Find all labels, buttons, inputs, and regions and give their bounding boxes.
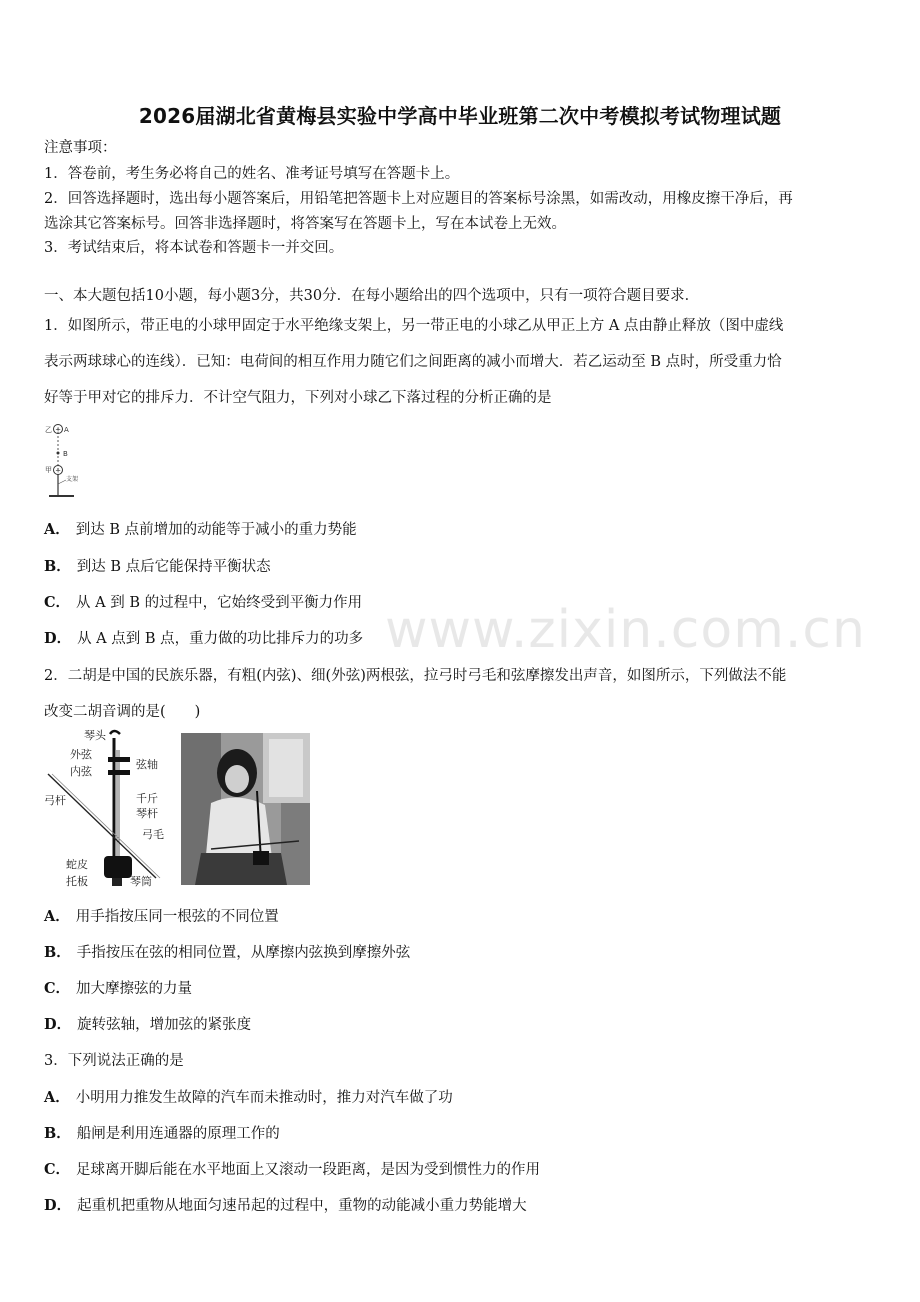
notice-item-2: 2．回答选择题时，选出每小题答案后，用铅笔把答题卡上对应题目的答案标号涂黑，如需改动，用橡皮擦干净后，再 <box>44 191 793 207</box>
erhu-label-tuoban: 托板 <box>66 875 88 888</box>
q2-option-a[interactable]: A． 用手指按压同一根弦的不同位置 <box>44 908 279 925</box>
q2-option-c[interactable]: C． 加大摩擦弦的力量 <box>44 980 193 997</box>
erhu-diagram <box>44 728 174 890</box>
q1-stem-line-2: 表示两球球心的连线）．已知：电荷间的相互作用力随它们之间距离的减小而增大．若乙运动至 B 点时，所受重力恰 <box>44 354 782 370</box>
q3-stem: 3．下列说法正确的是 <box>44 1053 184 1069</box>
erhu-label-qingan: 琴杆 <box>136 807 158 820</box>
notice-heading: 注意事项： <box>44 140 117 156</box>
erhu-label-qianjin: 千斤 <box>136 792 158 805</box>
q1-option-c[interactable]: C． 从 A 到 B 的过程中，它始终受到平衡力作用 <box>44 594 363 611</box>
q3-option-c[interactable]: C． 足球离开脚后能在水平地面上又滚动一段距离，是因为受到惯性力的作用 <box>44 1161 541 1178</box>
notice-item-2-cont: 选涂其它答案标号。回答非选择题时，将答案写在答题卡上，写在本试卷上无效。 <box>44 216 566 232</box>
q3-option-d[interactable]: D． 起重机把重物从地面匀速吊起的过程中，重物的动能减小重力势能增大 <box>44 1197 527 1214</box>
svg-text:+: + <box>55 466 61 475</box>
svg-text:+: + <box>55 425 61 434</box>
q1-label-jia: 甲 <box>45 466 52 474</box>
erhu-player-photo <box>181 733 310 885</box>
q1-label-b: B <box>63 450 68 458</box>
q1-label-yi: 乙 <box>45 426 52 434</box>
watermark: www.zixin.com.cn <box>385 600 866 660</box>
q1-label-support: 支架 <box>66 476 79 483</box>
erhu-label-qintong: 琴筒 <box>130 875 152 888</box>
section-heading: 一、本大题包括10小题，每小题3分，共30分．在每小题给出的四个选项中，只有一项符合题目要求． <box>44 288 700 304</box>
q1-stem-line-3: 好等于甲对它的排斥力．不计空气阻力，下列对小球乙下落过程的分析正确的是 <box>44 390 552 406</box>
q2-option-b[interactable]: B． 手指按压在弦的相同位置，从摩擦内弦换到摩擦外弦 <box>44 944 411 961</box>
q1-option-b[interactable]: B． 到达 B 点后它能保持平衡状态 <box>44 558 271 575</box>
q3-option-b[interactable]: B． 船闸是利用连通器的原理工作的 <box>44 1125 280 1142</box>
q1-label-a: A <box>64 426 69 434</box>
erhu-label-neixian: 内弦 <box>70 765 92 778</box>
q3-option-a[interactable]: A． 小明用力推发生故障的汽车而未推动时，推力对汽车做了功 <box>44 1089 453 1106</box>
q1-stem-line-1: 1．如图所示，带正电的小球甲固定于水平绝缘支架上，另一带正电的小球乙从甲正上方 A 点由静止释放（图中虚线 <box>44 318 784 334</box>
notice-item-1: 1．答卷前，考生务必将自己的姓名、准考证号填写在答题卡上。 <box>44 166 460 182</box>
q2-option-d[interactable]: D． 旋转弦轴，增加弦的紧张度 <box>44 1016 252 1033</box>
q2-stem-line-2: 改变二胡音调的是( ) <box>44 704 201 720</box>
erhu-label-shepi: 蛇皮 <box>66 858 88 871</box>
q1-option-d[interactable]: D． 从 A 点到 B 点，重力做的功比排斥力的功多 <box>44 630 364 647</box>
q1-option-a[interactable]: A． 到达 B 点前增加的动能等于减小的重力势能 <box>44 521 357 538</box>
notice-item-3: 3．考试结束后，将本试卷和答题卡一并交回。 <box>44 240 344 256</box>
q2-stem-line-1: 2．二胡是中国的民族乐器，有粗(内弦)、细(外弦)两根弦，拉弓时弓毛和弦摩擦发出声音，如图所示，下列做法不能 <box>44 668 787 684</box>
erhu-label-gonggan: 弓杆 <box>44 794 66 807</box>
page-title: 2026届湖北省黄梅县实验中学高中毕业班第二次中考模拟考试物理试题 <box>138 104 782 128</box>
q1-figure <box>44 422 104 504</box>
erhu-label-qintou: 琴头 <box>84 729 106 742</box>
erhu-label-xianzhou: 弦轴 <box>136 758 158 771</box>
erhu-label-gongmao: 弓毛 <box>142 828 164 841</box>
erhu-label-waixian: 外弦 <box>70 748 92 761</box>
